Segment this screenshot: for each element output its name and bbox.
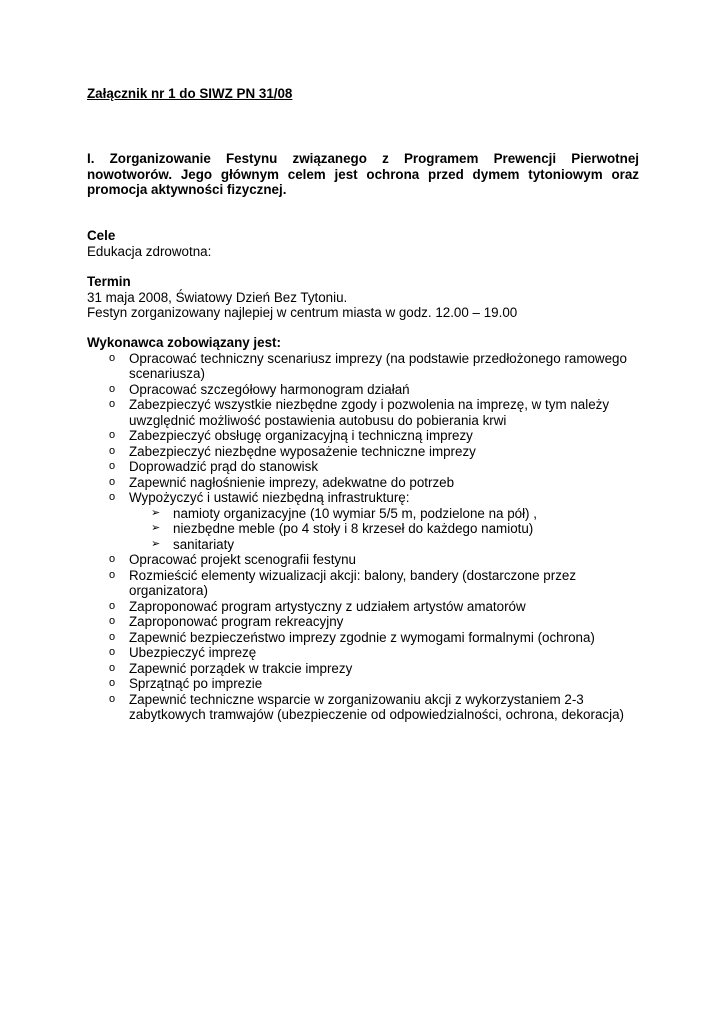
circle-bullet-icon: o — [109, 568, 116, 581]
list-item — [87, 661, 639, 677]
arrow-bullet-icon: ➢ — [151, 537, 161, 550]
list-item — [87, 351, 639, 382]
sublist-item-text: niezbędne meble (po 4 stoły i 8 krzeseł do każdego namiotu) — [173, 521, 534, 536]
infrastructure-sublist — [129, 506, 639, 553]
circle-bullet-icon: o — [109, 491, 116, 503]
circle-bullet-icon: o — [109, 460, 116, 472]
intro-paragraph: I. Zorganizowanie Festynu związanego z Programem Prewencji Pierwotnej nowotworów. Jego głównym celem jest ochrona przed dymem tytoniowym oraz promocja aktywności fizycznej. — [87, 151, 639, 197]
list-item-text: Opracować projekt scenografii festynu — [129, 552, 357, 567]
list-item-text: Opracować szczegółowy harmonogram działań — [129, 381, 410, 397]
circle-bullet-icon: o — [109, 677, 116, 689]
sublist-item — [129, 521, 639, 537]
termin-date: 31 maja 2008, Światowy Dzień Bez Tytoniu. — [87, 289, 348, 305]
circle-bullet-icon: o — [109, 692, 116, 705]
circle-bullet-icon: o — [109, 661, 116, 674]
circle-bullet-icon: o — [109, 382, 116, 395]
sublist-item-text: sanitariaty — [173, 536, 235, 552]
list-item — [87, 568, 639, 599]
sublist-item-text: namioty organizacyjne (10 wymiar 5/5 m, podzielone na pół) , — [173, 505, 537, 521]
sublist-item — [129, 537, 639, 553]
list-item — [87, 490, 639, 552]
circle-bullet-icon: o — [109, 630, 116, 643]
list-item-text: Zaproponować program artystyczny z udziałem artystów amatorów — [129, 598, 526, 614]
list-item-text: Rozmieścić elementy wizualizacji akcji: balony, bandery (dostarczone przez organizatora) — [129, 567, 577, 598]
document-title: Załącznik nr 1 do SIWZ PN 31/08 — [87, 86, 293, 101]
list-item — [87, 428, 639, 444]
circle-bullet-icon: o — [109, 646, 116, 658]
termin-heading: Termin — [87, 274, 131, 289]
list-item-text: Opracować techniczny scenariusz imprezy (na podstawie przedłożonego ramowego scenariusza) — [129, 350, 627, 381]
list-item — [87, 630, 639, 646]
circle-bullet-icon: o — [109, 615, 116, 627]
section-cele — [87, 228, 639, 259]
list-item-text: Zapewnić porządek w trakcie imprezy — [129, 660, 353, 676]
list-item-text: Zabezpieczyć niezbędne wyposażenie techniczne imprezy — [129, 443, 476, 459]
list-item-text: Wypożyczyć i ustawić niezbędną infrastrukturę: — [129, 490, 410, 505]
list-item — [87, 382, 639, 398]
cele-heading: Cele — [87, 228, 116, 243]
list-item — [87, 676, 639, 692]
circle-bullet-icon: o — [109, 444, 116, 457]
list-item — [87, 552, 639, 568]
list-item — [87, 475, 639, 491]
list-item — [87, 444, 639, 460]
list-item — [87, 645, 639, 661]
circle-bullet-icon: o — [109, 429, 116, 441]
list-item-text: Ubezpieczyć imprezę — [129, 645, 257, 660]
arrow-bullet-icon: ➢ — [151, 522, 161, 534]
cele-text: Edukacja zdrowotna: — [87, 243, 212, 259]
list-item-text: Zabezpieczyć obsługę organizacyjną i techniczną imprezy — [129, 428, 473, 443]
task-list — [87, 351, 639, 723]
list-item — [87, 397, 639, 428]
list-item — [87, 459, 639, 475]
list-item-text: Zapewnić techniczne wsparcie w zorganizowaniu akcji z wykorzystaniem 2-3 zabytkowych tramwajów (ubezpieczenie od odpowiedzialności, ochrona, dekoracja) — [129, 691, 624, 722]
section-termin — [87, 274, 639, 321]
circle-bullet-icon: o — [109, 553, 116, 565]
list-item-text: Zaproponować program rekreacyjny — [129, 614, 344, 629]
circle-bullet-icon: o — [109, 398, 116, 410]
list-item — [87, 599, 639, 615]
section-wykonawca — [87, 335, 639, 723]
list-item — [87, 692, 639, 723]
circle-bullet-icon: o — [109, 475, 116, 488]
list-item-text: Zapewnić bezpieczeństwo imprezy zgodnie z wymogami formalnymi (ochrona) — [129, 629, 595, 645]
circle-bullet-icon: o — [109, 351, 116, 364]
circle-bullet-icon: o — [109, 599, 116, 612]
wykonawca-heading: Wykonawca zobowiązany jest: — [87, 335, 281, 350]
list-item — [87, 614, 639, 630]
list-item-text: Zapewnić nagłośnienie imprezy, adekwatne do potrzeb — [129, 474, 455, 490]
termin-location: Festyn zorganizowany najlepiej w centrum miasta w godz. 12.00 – 19.00 — [87, 305, 518, 320]
sublist-item — [129, 506, 639, 522]
arrow-bullet-icon: ➢ — [151, 506, 161, 519]
list-item-text: Zabezpieczyć wszystkie niezbędne zgody i pozwolenia na imprezę, w tym należy uwzględnić możliwość postawienia autobusu do pobierania krwi — [129, 397, 610, 428]
list-item-text: Doprowadzić prąd do stanowisk — [129, 459, 319, 474]
list-item-text: Sprzątnąć po imprezie — [129, 676, 263, 691]
